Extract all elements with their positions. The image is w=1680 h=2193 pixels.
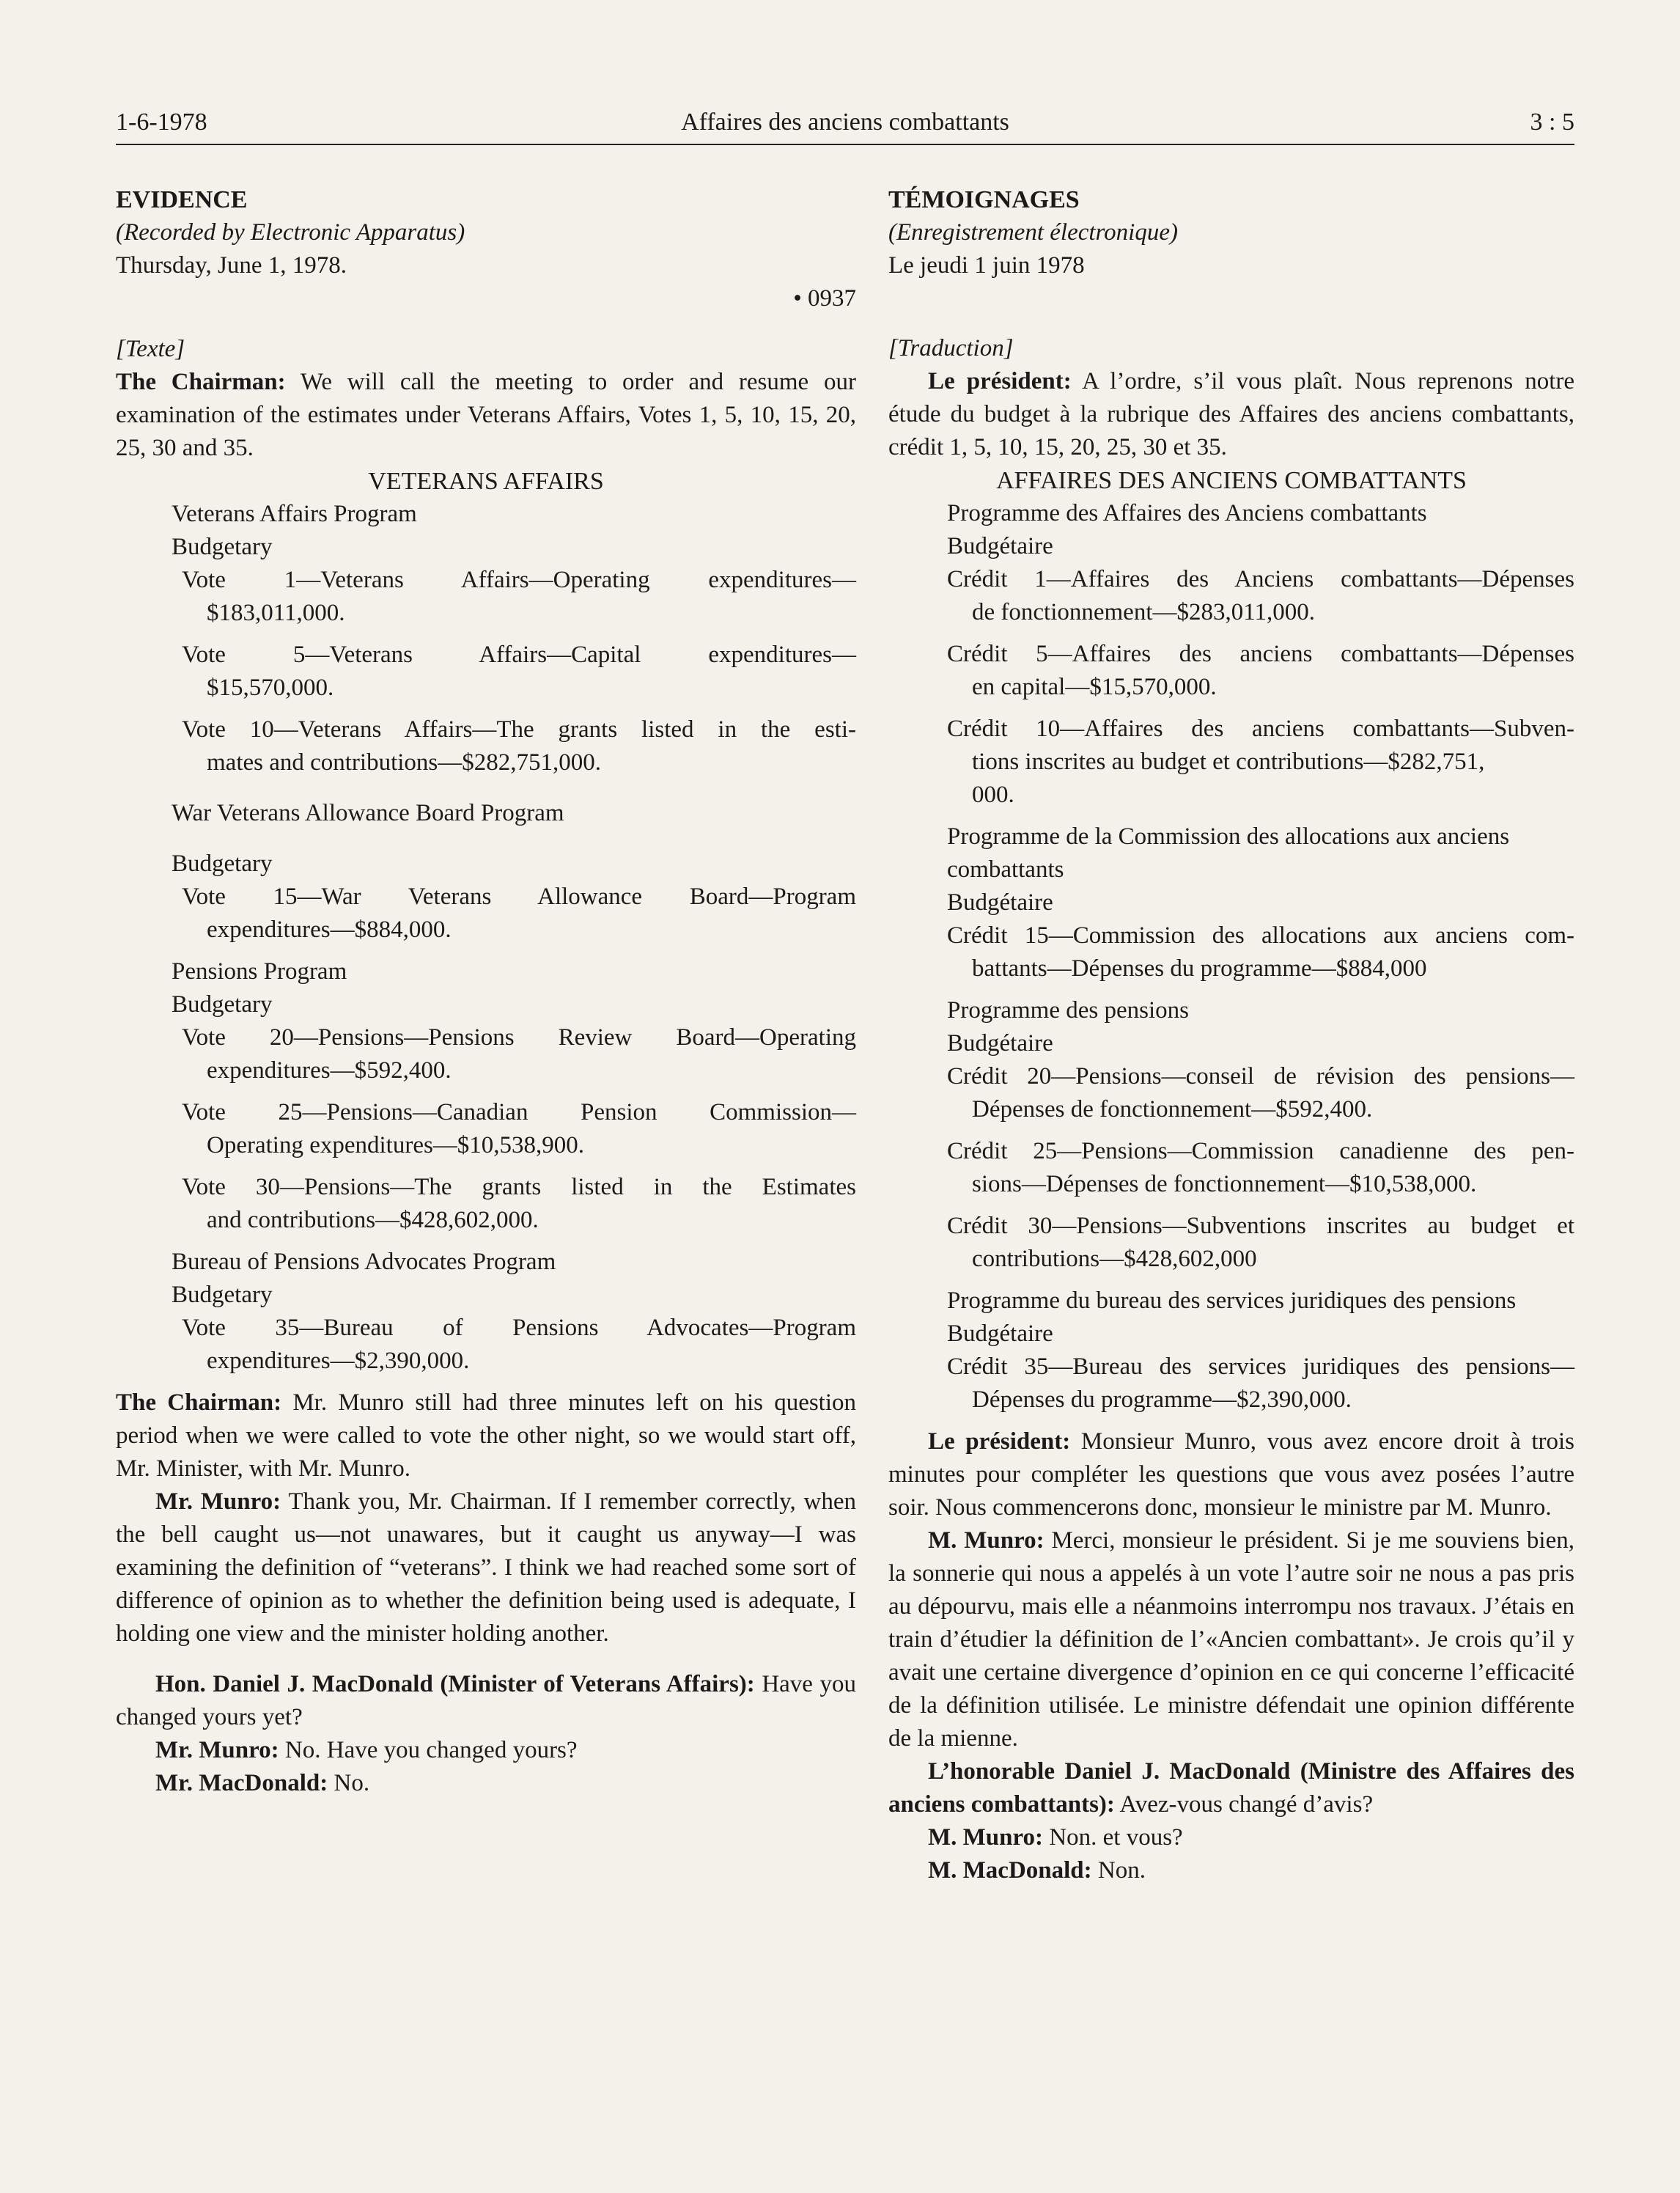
budgetary-label: Budgétaire	[947, 1030, 1053, 1057]
credit-line: contributions—$428,602,000	[972, 1246, 1257, 1272]
vote-line: $15,570,000.	[207, 675, 334, 701]
budgetary-label: Budgetary	[172, 991, 273, 1018]
spacer	[116, 830, 856, 848]
credit-line: Crédit 10—Affaires des anciens combattants—Subven-	[947, 716, 1574, 742]
speech-text: Non.	[1097, 1857, 1146, 1884]
vote-item	[116, 713, 856, 779]
vote-line: expenditures—$2,390,000.	[207, 1348, 470, 1374]
budgetary-label: Budgétaire	[947, 1320, 1053, 1347]
time-stamp: • 0937	[793, 285, 856, 312]
vote-item	[116, 881, 856, 947]
credit-line: Crédit 25—Pensions—Commission canadienne des pen-	[947, 1138, 1574, 1164]
english-column	[116, 183, 856, 1800]
session-date: Le jeudi 1 juin 1978	[888, 252, 1085, 279]
speaker-name: The Chairman:	[116, 369, 286, 395]
speaker-name: Le président:	[928, 368, 1072, 394]
speech-text: No.	[334, 1770, 370, 1796]
credit-line: sions—Dépenses de fonctionnement—$10,538,000.	[972, 1171, 1477, 1197]
spacer	[888, 282, 1574, 315]
vote-line: and contributions—$428,602,000.	[207, 1207, 539, 1233]
section-heading: AFFAIRES DES ANCIENS COMBATTANTS	[996, 467, 1467, 494]
credit-item	[888, 1210, 1574, 1276]
speaker-name: L’honorable Daniel J. MacDonald (Ministre des Affaires des anciens combattants):	[888, 1758, 1574, 1818]
credit-line: Crédit 30—Pensions—Subventions inscrites au budget et	[947, 1213, 1574, 1239]
speech-text: We will call the meeting to order and resume our examination of the estimates under Veterans Affairs, Votes 1, 5, 10, 15, 20, 25, 30 and 35.	[116, 369, 856, 461]
vote-item	[116, 639, 856, 705]
credit-line: Crédit 20—Pensions—conseil de révision des pensions—	[947, 1063, 1574, 1090]
program-title: Pensions Program	[172, 958, 347, 985]
speaker-name: The Chairman:	[116, 1389, 282, 1416]
speech-text: A l’ordre, s’il vous plaît. Nous reprenons notre étude du budget à la rubrique des Affaires des anciens combattants, crédit 1, 5, 10, 15, 20, 25, 30 et 35.	[888, 368, 1574, 460]
speaker-name: Mr. Munro:	[155, 1488, 281, 1515]
speech-paragraph	[888, 1821, 1574, 1854]
speech-paragraph	[116, 1485, 856, 1650]
french-column	[888, 183, 1574, 1887]
vote-line: expenditures—$592,400.	[207, 1057, 452, 1084]
credit-item	[888, 713, 1574, 812]
spacer	[116, 315, 856, 333]
speech-paragraph	[888, 1755, 1574, 1821]
credit-line: Crédit 15—Commission des allocations aux anciens com-	[947, 922, 1574, 949]
vote-line: $183,011,000.	[207, 600, 345, 626]
speech-text: No. Have you changed yours?	[284, 1737, 578, 1763]
credit-item	[888, 1135, 1574, 1201]
session-date: Thursday, June 1, 1978.	[116, 252, 347, 279]
speech-paragraph	[116, 1386, 856, 1485]
speech-text: Monsieur Munro, vous avez encore droit à trois minutes pour compléter les questions que vous avez posées l’autre soir. Nous commencerons donc, monsieur le ministre par M. Munro.	[888, 1428, 1574, 1521]
speaker-name: M. Munro:	[928, 1824, 1044, 1851]
speech-text: Non. et vous?	[1049, 1824, 1183, 1851]
speaker-name: Hon. Daniel J. MacDonald (Minister of Veterans Affairs):	[155, 1671, 755, 1697]
recorded-note: (Enregistrement électronique)	[888, 219, 1178, 246]
vote-line: Vote 10—Veterans Affairs—The grants listed in the esti-	[182, 716, 856, 743]
header-title: Affaires des anciens combattants	[681, 109, 1009, 136]
speech-paragraph	[116, 1668, 856, 1734]
speech-paragraph	[888, 1425, 1574, 1524]
credit-line: de fonctionnement—$283,011,000.	[972, 599, 1316, 625]
program-title: War Veterans Allowance Board Program	[172, 800, 564, 826]
credit-line: Crédit 1—Affaires des Anciens combattants—Dépenses	[947, 566, 1574, 592]
credit-line: Dépenses du programme—$2,390,000.	[972, 1386, 1352, 1413]
speech-text: Merci, monsieur le président. Si je me souviens bien, la sonnerie qui nous a appelés à un vote l’autre soir ne nous a pas pris au dépourvu, mais elle a néanmoins interrompu nos travaux. J’étais en train d’étudier la définition de l’«Ancien combattant». Je crois qu’il y avait une certaine divergence d’opinion en ce qui concerne l’efficacité de la définition utilisée. Le ministre défendait une opinion différente de la mienne.	[888, 1527, 1575, 1752]
spacer	[888, 315, 1574, 332]
vote-line: Vote 1—Veterans Affairs—Operating expenditures—	[182, 567, 856, 593]
credit-line: Crédit 5—Affaires des anciens combattants—Dépenses	[947, 641, 1574, 667]
page-header	[116, 103, 1574, 145]
speech-paragraph	[888, 1524, 1574, 1755]
temoignages-heading: TÉMOIGNAGES	[888, 186, 1080, 213]
speech-text: Have you changed yours yet?	[116, 1671, 856, 1730]
budgetary-label: Budgétaire	[947, 533, 1053, 559]
speech-text: Mr. Munro still had three minutes left on his question period when we were called to vote the other night, so we would start off, Mr. Minister, with Mr. Munro.	[116, 1389, 857, 1482]
speaker-name: Le président:	[928, 1428, 1071, 1455]
intro-paragraph	[888, 365, 1574, 464]
vote-line: Vote 15—War Veterans Allowance Board—Program	[182, 884, 856, 910]
speech-paragraph	[116, 1767, 856, 1800]
language-tag: [Texte]	[116, 336, 185, 362]
program-title: Programme des Affaires des Anciens combattants	[947, 500, 1427, 526]
language-tag: [Traduction]	[888, 335, 1014, 361]
credit-line: tions inscrites au budget et contributions—$282,751,	[972, 749, 1485, 775]
credit-line: Dépenses de fonctionnement—$592,400.	[972, 1096, 1373, 1123]
program-title: Programme de la Commission des allocations aux anciens combattants	[947, 823, 1510, 883]
header-date: 1-6-1978	[116, 109, 207, 136]
program-title: Programme du bureau des services juridiques des pensions	[947, 1287, 1517, 1314]
vote-line: Operating expenditures—$10,538,900.	[207, 1132, 585, 1158]
program-title: Programme des pensions	[947, 997, 1189, 1024]
credit-item	[888, 1351, 1574, 1417]
program-title: Veterans Affairs Program	[172, 501, 417, 527]
speaker-name: Mr. MacDonald:	[155, 1770, 328, 1796]
vote-line: Vote 35—Bureau of Pensions Advocates—Program	[182, 1315, 856, 1341]
speech-text: Thank you, Mr. Chairman. If I remember correctly, when the bell caught us—not unawares, but it caught us anyway—I was examining the definition of “veterans”. I think we had reached some sort of difference of opinion as to whether the definition being used is adequate, I holding one view and the minister holding another.	[116, 1488, 856, 1647]
spacer	[116, 1650, 856, 1668]
vote-line: Vote 5—Veterans Affairs—Capital expenditures—	[182, 642, 856, 668]
vote-item	[116, 1171, 856, 1237]
budgetary-label: Budgetary	[172, 851, 273, 877]
vote-item	[116, 1312, 856, 1378]
section-heading: VETERANS AFFAIRS	[368, 468, 604, 495]
speaker-name: M. MacDonald:	[928, 1857, 1092, 1884]
speech-text: Avez-vous changé d’avis?	[1119, 1791, 1374, 1818]
vote-line: Vote 20—Pensions—Pensions Review Board—Operating	[182, 1024, 856, 1051]
speech-paragraph	[888, 1854, 1574, 1887]
vote-line: Vote 30—Pensions—The grants listed in the Estimates	[182, 1174, 856, 1200]
evidence-heading: EVIDENCE	[116, 186, 248, 213]
vote-line: mates and contributions—$282,751,000.	[207, 749, 602, 776]
credit-line: battants—Dépenses du programme—$884,000	[972, 955, 1427, 982]
credit-line: 000.	[972, 782, 1014, 808]
intro-paragraph	[116, 366, 856, 465]
vote-line: expenditures—$884,000.	[207, 916, 452, 943]
header-page-number: 3 : 5	[1530, 109, 1574, 136]
budgetary-label: Budgetary	[172, 534, 273, 560]
budgetary-label: Budgétaire	[947, 889, 1053, 916]
program-title: Bureau of Pensions Advocates Program	[172, 1249, 556, 1275]
credit-item	[888, 638, 1574, 704]
credit-item	[888, 919, 1574, 985]
vote-item	[116, 1096, 856, 1162]
vote-item	[116, 1021, 856, 1087]
speech-paragraph	[116, 1734, 856, 1767]
credit-line: Crédit 35—Bureau des services juridiques des pensions—	[947, 1353, 1574, 1380]
speaker-name: M. Munro:	[928, 1527, 1045, 1554]
budgetary-label: Budgetary	[172, 1282, 273, 1308]
credit-item	[888, 563, 1574, 629]
credit-item	[888, 1060, 1574, 1126]
vote-line: Vote 25—Pensions—Canadian Pension Commission—	[182, 1099, 856, 1125]
credit-line: en capital—$15,570,000.	[972, 674, 1217, 700]
recorded-note: (Recorded by Electronic Apparatus)	[116, 219, 465, 246]
speaker-name: Mr. Munro:	[155, 1737, 279, 1763]
vote-item	[116, 564, 856, 630]
